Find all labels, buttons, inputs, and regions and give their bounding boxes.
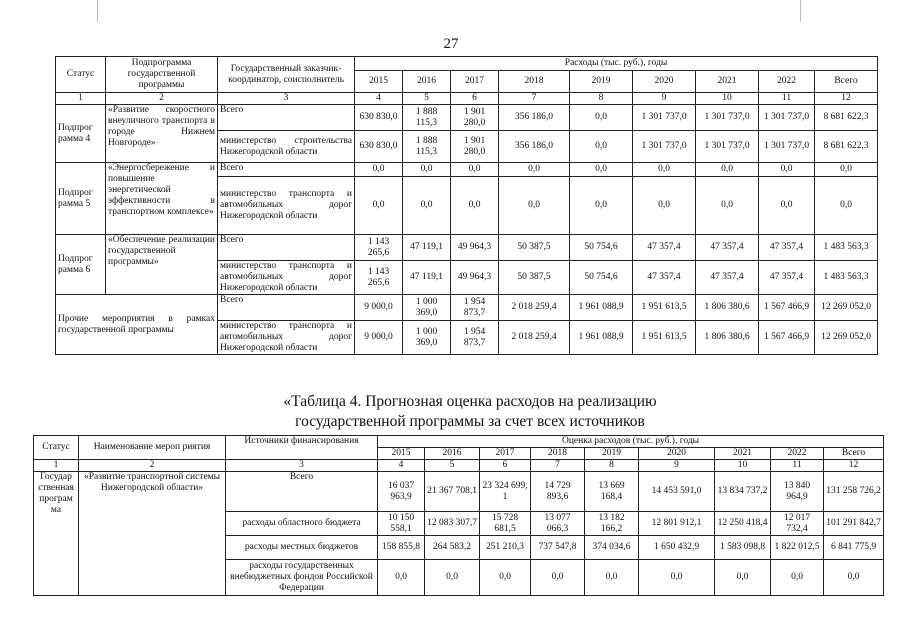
value-cell: 8 681 622,3 xyxy=(815,105,878,131)
t4-header-sources: Источники финансирования xyxy=(226,436,378,460)
value-cell: 0,0 xyxy=(355,163,403,177)
table-row xyxy=(56,235,878,261)
column-number: 9 xyxy=(639,460,715,472)
customer-cell: министерство транспорта и автомобильных дорог Нижегородской области xyxy=(218,261,355,295)
value-cell: 1 650 432,9 xyxy=(639,536,715,560)
subprogram-name: «Обеспечение реализации государственной программы» xyxy=(106,235,218,295)
year-header: 2020 xyxy=(639,448,715,460)
table-row xyxy=(56,295,878,321)
value-cell: 0,0 xyxy=(499,177,570,235)
customer-cell: министерство транспорта и автомобильных дорог Нижегородской области xyxy=(218,321,355,355)
column-number: 8 xyxy=(585,460,639,472)
value-cell: 158 855,8 xyxy=(378,536,425,560)
value-cell: 0,0 xyxy=(355,177,403,235)
year-header: 2016 xyxy=(403,71,451,93)
customer-cell: Всего xyxy=(218,163,355,177)
table-row xyxy=(34,472,884,512)
value-cell: 0,0 xyxy=(570,105,633,131)
value-cell: 50 387,5 xyxy=(499,235,570,261)
header-status: Статус xyxy=(56,57,106,93)
value-cell: 0,0 xyxy=(696,163,759,177)
value-cell: 12 269 052,0 xyxy=(815,321,878,355)
value-cell: 1 806 380,6 xyxy=(696,295,759,321)
table-row xyxy=(56,105,878,131)
value-cell: 1 301 737,0 xyxy=(633,131,696,163)
year-header: 2018 xyxy=(499,71,570,93)
header-subprogram: Подпрограмма государственной программы xyxy=(106,57,218,93)
program-name: «Развитие транспортной системы Нижегородской области» xyxy=(79,472,226,596)
value-cell: 0,0 xyxy=(570,131,633,163)
header-customer: Государственный заказчик- координатор, соисполнитель xyxy=(218,57,355,93)
t4-header-estimate: Оценка расходов (тыс. руб.), годы xyxy=(378,436,884,448)
table-row xyxy=(56,163,878,177)
column-number: 4 xyxy=(378,460,425,472)
value-cell: 0,0 xyxy=(771,560,824,596)
value-cell: 47 357,4 xyxy=(696,235,759,261)
value-cell: 0,0 xyxy=(633,177,696,235)
caption-line-1: «Таблица 4. Прогнозная оценка расходов на реализацию xyxy=(283,393,657,410)
value-cell: 251 210,3 xyxy=(480,536,531,560)
column-number: 2 xyxy=(79,460,226,472)
value-cell: 2 018 259,4 xyxy=(499,295,570,321)
value-cell: 12 017 732,4 xyxy=(771,512,824,536)
column-number: 6 xyxy=(451,93,499,105)
value-cell: 1 961 088,9 xyxy=(570,295,633,321)
value-cell: 23 324 699, 1 xyxy=(480,472,531,512)
column-number: 11 xyxy=(759,93,815,105)
table4-caption xyxy=(200,392,740,432)
value-cell: 0,0 xyxy=(531,560,585,596)
value-cell: 1 567 466,9 xyxy=(759,295,815,321)
value-cell: 1 000 369,0 xyxy=(403,321,451,355)
value-cell: 47 119,1 xyxy=(403,235,451,261)
value-cell: 1 822 012,5 xyxy=(771,536,824,560)
value-cell: 47 119,1 xyxy=(403,261,451,295)
value-cell: 13 182 166,2 xyxy=(585,512,639,536)
value-cell: 1 951 613,5 xyxy=(633,321,696,355)
value-cell: 131 258 726,2 xyxy=(824,472,884,512)
year-header: 2020 xyxy=(633,71,696,93)
value-cell: 13 840 964,9 xyxy=(771,472,824,512)
value-cell: 21 367 708,1 xyxy=(425,472,480,512)
value-cell: 47 357,4 xyxy=(759,261,815,295)
value-cell: 47 357,4 xyxy=(633,235,696,261)
row-status: Прочие мероприятия в рамках государственной программы xyxy=(56,295,218,355)
t4-header-name: Наименование мероп риятия xyxy=(79,436,226,460)
header-expenses: Расходы (тыс. руб.), годы xyxy=(355,57,878,71)
column-number: 4 xyxy=(355,93,403,105)
value-cell: 1 483 563,3 xyxy=(815,235,878,261)
value-cell: 50 754,6 xyxy=(570,235,633,261)
customer-cell: Всего xyxy=(218,235,355,261)
column-number: 10 xyxy=(696,93,759,105)
value-cell: 12 269 052,0 xyxy=(815,295,878,321)
column-number: 1 xyxy=(56,93,106,105)
value-cell: 0,0 xyxy=(585,560,639,596)
value-cell: 47 357,4 xyxy=(633,261,696,295)
column-number: 9 xyxy=(633,93,696,105)
caption-line-2: государственной программы за счет всех источников xyxy=(295,413,645,430)
scan-mark-top-left xyxy=(97,0,98,22)
value-cell: 12 801 912,1 xyxy=(639,512,715,536)
value-cell: 1 567 466,9 xyxy=(759,321,815,355)
row-status: Государ ственная програм ма xyxy=(34,472,79,596)
year-header: Всего xyxy=(815,71,878,93)
expenses-table xyxy=(55,56,878,355)
subprogram-name: «Энергосбережение и повышение энергетической эффективности в транспортном комплексе» xyxy=(106,163,218,235)
year-header: 2021 xyxy=(696,71,759,93)
value-cell: 6 841 775,9 xyxy=(824,536,884,560)
value-cell: 1 954 873,7 xyxy=(451,321,499,355)
value-cell: 1 301 737,0 xyxy=(759,131,815,163)
year-header: 2022 xyxy=(771,448,824,460)
year-header: 2015 xyxy=(378,448,425,460)
value-cell: 0,0 xyxy=(715,560,771,596)
column-number: 12 xyxy=(824,460,884,472)
value-cell: 12 083 307,7 xyxy=(425,512,480,536)
value-cell: 1 143 265,6 xyxy=(355,261,403,295)
column-number: 10 xyxy=(715,460,771,472)
value-cell: 49 964,3 xyxy=(451,261,499,295)
value-cell: 0,0 xyxy=(480,560,531,596)
value-cell: 0,0 xyxy=(451,163,499,177)
customer-cell: министерство транспорта и автомобильных дорог Нижегородской области xyxy=(218,177,355,235)
value-cell: 1 806 380,6 xyxy=(696,321,759,355)
value-cell: 0,0 xyxy=(696,177,759,235)
column-number: 7 xyxy=(531,460,585,472)
t4-header-status: Статус xyxy=(34,436,79,460)
value-cell: 374 034,6 xyxy=(585,536,639,560)
column-number: 12 xyxy=(815,93,878,105)
value-cell: 1 301 737,0 xyxy=(696,131,759,163)
source-cell: Всего xyxy=(226,472,378,512)
value-cell: 0,0 xyxy=(378,560,425,596)
value-cell: 101 291 842,7 xyxy=(824,512,884,536)
year-header: 2016 xyxy=(425,448,480,460)
value-cell: 8 681 622,3 xyxy=(815,131,878,163)
value-cell: 1 954 873,7 xyxy=(451,295,499,321)
value-cell: 1 301 737,0 xyxy=(696,105,759,131)
year-header: Всего xyxy=(824,448,884,460)
value-cell: 1 901 280,0 xyxy=(451,131,499,163)
value-cell: 630 830,0 xyxy=(355,105,403,131)
value-cell: 0,0 xyxy=(759,177,815,235)
source-cell: расходы местных бюджетов xyxy=(226,536,378,560)
value-cell: 0,0 xyxy=(570,177,633,235)
value-cell: 9 000,0 xyxy=(355,321,403,355)
year-header: 2015 xyxy=(355,71,403,93)
forecast-table xyxy=(33,435,884,596)
value-cell: 0,0 xyxy=(403,177,451,235)
value-cell: 356 186,0 xyxy=(499,105,570,131)
value-cell: 1 888 115,3 xyxy=(403,105,451,131)
source-cell: расходы областного бюджета xyxy=(226,512,378,536)
year-header: 2017 xyxy=(451,71,499,93)
value-cell: 1 301 737,0 xyxy=(633,105,696,131)
value-cell: 13 669 168,4 xyxy=(585,472,639,512)
value-cell: 630 830,0 xyxy=(355,131,403,163)
value-cell: 15 728 681,5 xyxy=(480,512,531,536)
column-number: 6 xyxy=(480,460,531,472)
column-number: 1 xyxy=(34,460,79,472)
value-cell: 356 186,0 xyxy=(499,131,570,163)
customer-cell: Всего xyxy=(218,295,355,321)
value-cell: 1 000 369,0 xyxy=(403,295,451,321)
year-header: 2022 xyxy=(759,71,815,93)
year-header: 2017 xyxy=(480,448,531,460)
column-number: 5 xyxy=(425,460,480,472)
customer-cell: министерство строительства Нижегородской области xyxy=(218,131,355,163)
value-cell: 1 483 563,3 xyxy=(815,261,878,295)
value-cell: 0,0 xyxy=(815,163,878,177)
value-cell: 50 754,6 xyxy=(570,261,633,295)
column-number: 3 xyxy=(218,93,355,105)
row-status: Подпрог рамма 6 xyxy=(56,235,106,295)
value-cell: 14 453 591,0 xyxy=(639,472,715,512)
value-cell: 47 357,4 xyxy=(696,261,759,295)
row-status: Подпрог рамма 5 xyxy=(56,163,106,235)
value-cell: 1 951 613,5 xyxy=(633,295,696,321)
column-number: 7 xyxy=(499,93,570,105)
column-number: 5 xyxy=(403,93,451,105)
column-number: 11 xyxy=(771,460,824,472)
value-cell: 12 250 418,4 xyxy=(715,512,771,536)
value-cell: 16 037 963,9 xyxy=(378,472,425,512)
column-number: 8 xyxy=(570,93,633,105)
value-cell: 0,0 xyxy=(570,163,633,177)
year-header: 2019 xyxy=(585,448,639,460)
value-cell: 0,0 xyxy=(633,163,696,177)
value-cell: 10 150 558,1 xyxy=(378,512,425,536)
value-cell: 2 018 259,4 xyxy=(499,321,570,355)
value-cell: 0,0 xyxy=(403,163,451,177)
value-cell: 13 077 066,3 xyxy=(531,512,585,536)
row-status: Подпрог рамма 4 xyxy=(56,105,106,163)
value-cell: 0,0 xyxy=(759,163,815,177)
customer-cell: Всего xyxy=(218,105,355,131)
year-header: 2018 xyxy=(531,448,585,460)
value-cell: 0,0 xyxy=(815,177,878,235)
value-cell: 14 729 893,6 xyxy=(531,472,585,512)
year-header: 2021 xyxy=(715,448,771,460)
value-cell: 0,0 xyxy=(425,560,480,596)
subprogram-name: «Развитие скоростного внеуличного транспорта в городе Нижнем Новгороде» xyxy=(106,105,218,163)
page-number: 27 xyxy=(443,36,459,52)
value-cell: 1 901 280,0 xyxy=(451,105,499,131)
value-cell: 49 964,3 xyxy=(451,235,499,261)
value-cell: 1 143 265,6 xyxy=(355,235,403,261)
value-cell: 1 301 737,0 xyxy=(759,105,815,131)
value-cell: 0,0 xyxy=(451,177,499,235)
value-cell: 47 357,4 xyxy=(759,235,815,261)
column-number: 3 xyxy=(226,460,378,472)
value-cell: 737 547,8 xyxy=(531,536,585,560)
year-header: 2019 xyxy=(570,71,633,93)
value-cell: 264 583,2 xyxy=(425,536,480,560)
value-cell: 0,0 xyxy=(499,163,570,177)
value-cell: 1 961 088,9 xyxy=(570,321,633,355)
column-number: 2 xyxy=(106,93,218,105)
source-cell: расходы государственных внебюджетных фондов Российской Федерации xyxy=(226,560,378,596)
value-cell: 1 888 115,3 xyxy=(403,131,451,163)
value-cell: 9 000,0 xyxy=(355,295,403,321)
value-cell: 50 387,5 xyxy=(499,261,570,295)
value-cell: 1 583 098,8 xyxy=(715,536,771,560)
value-cell: 0,0 xyxy=(824,560,884,596)
value-cell: 13 834 737,2 xyxy=(715,472,771,512)
scan-mark-top-right xyxy=(800,0,801,22)
value-cell: 0,0 xyxy=(639,560,715,596)
